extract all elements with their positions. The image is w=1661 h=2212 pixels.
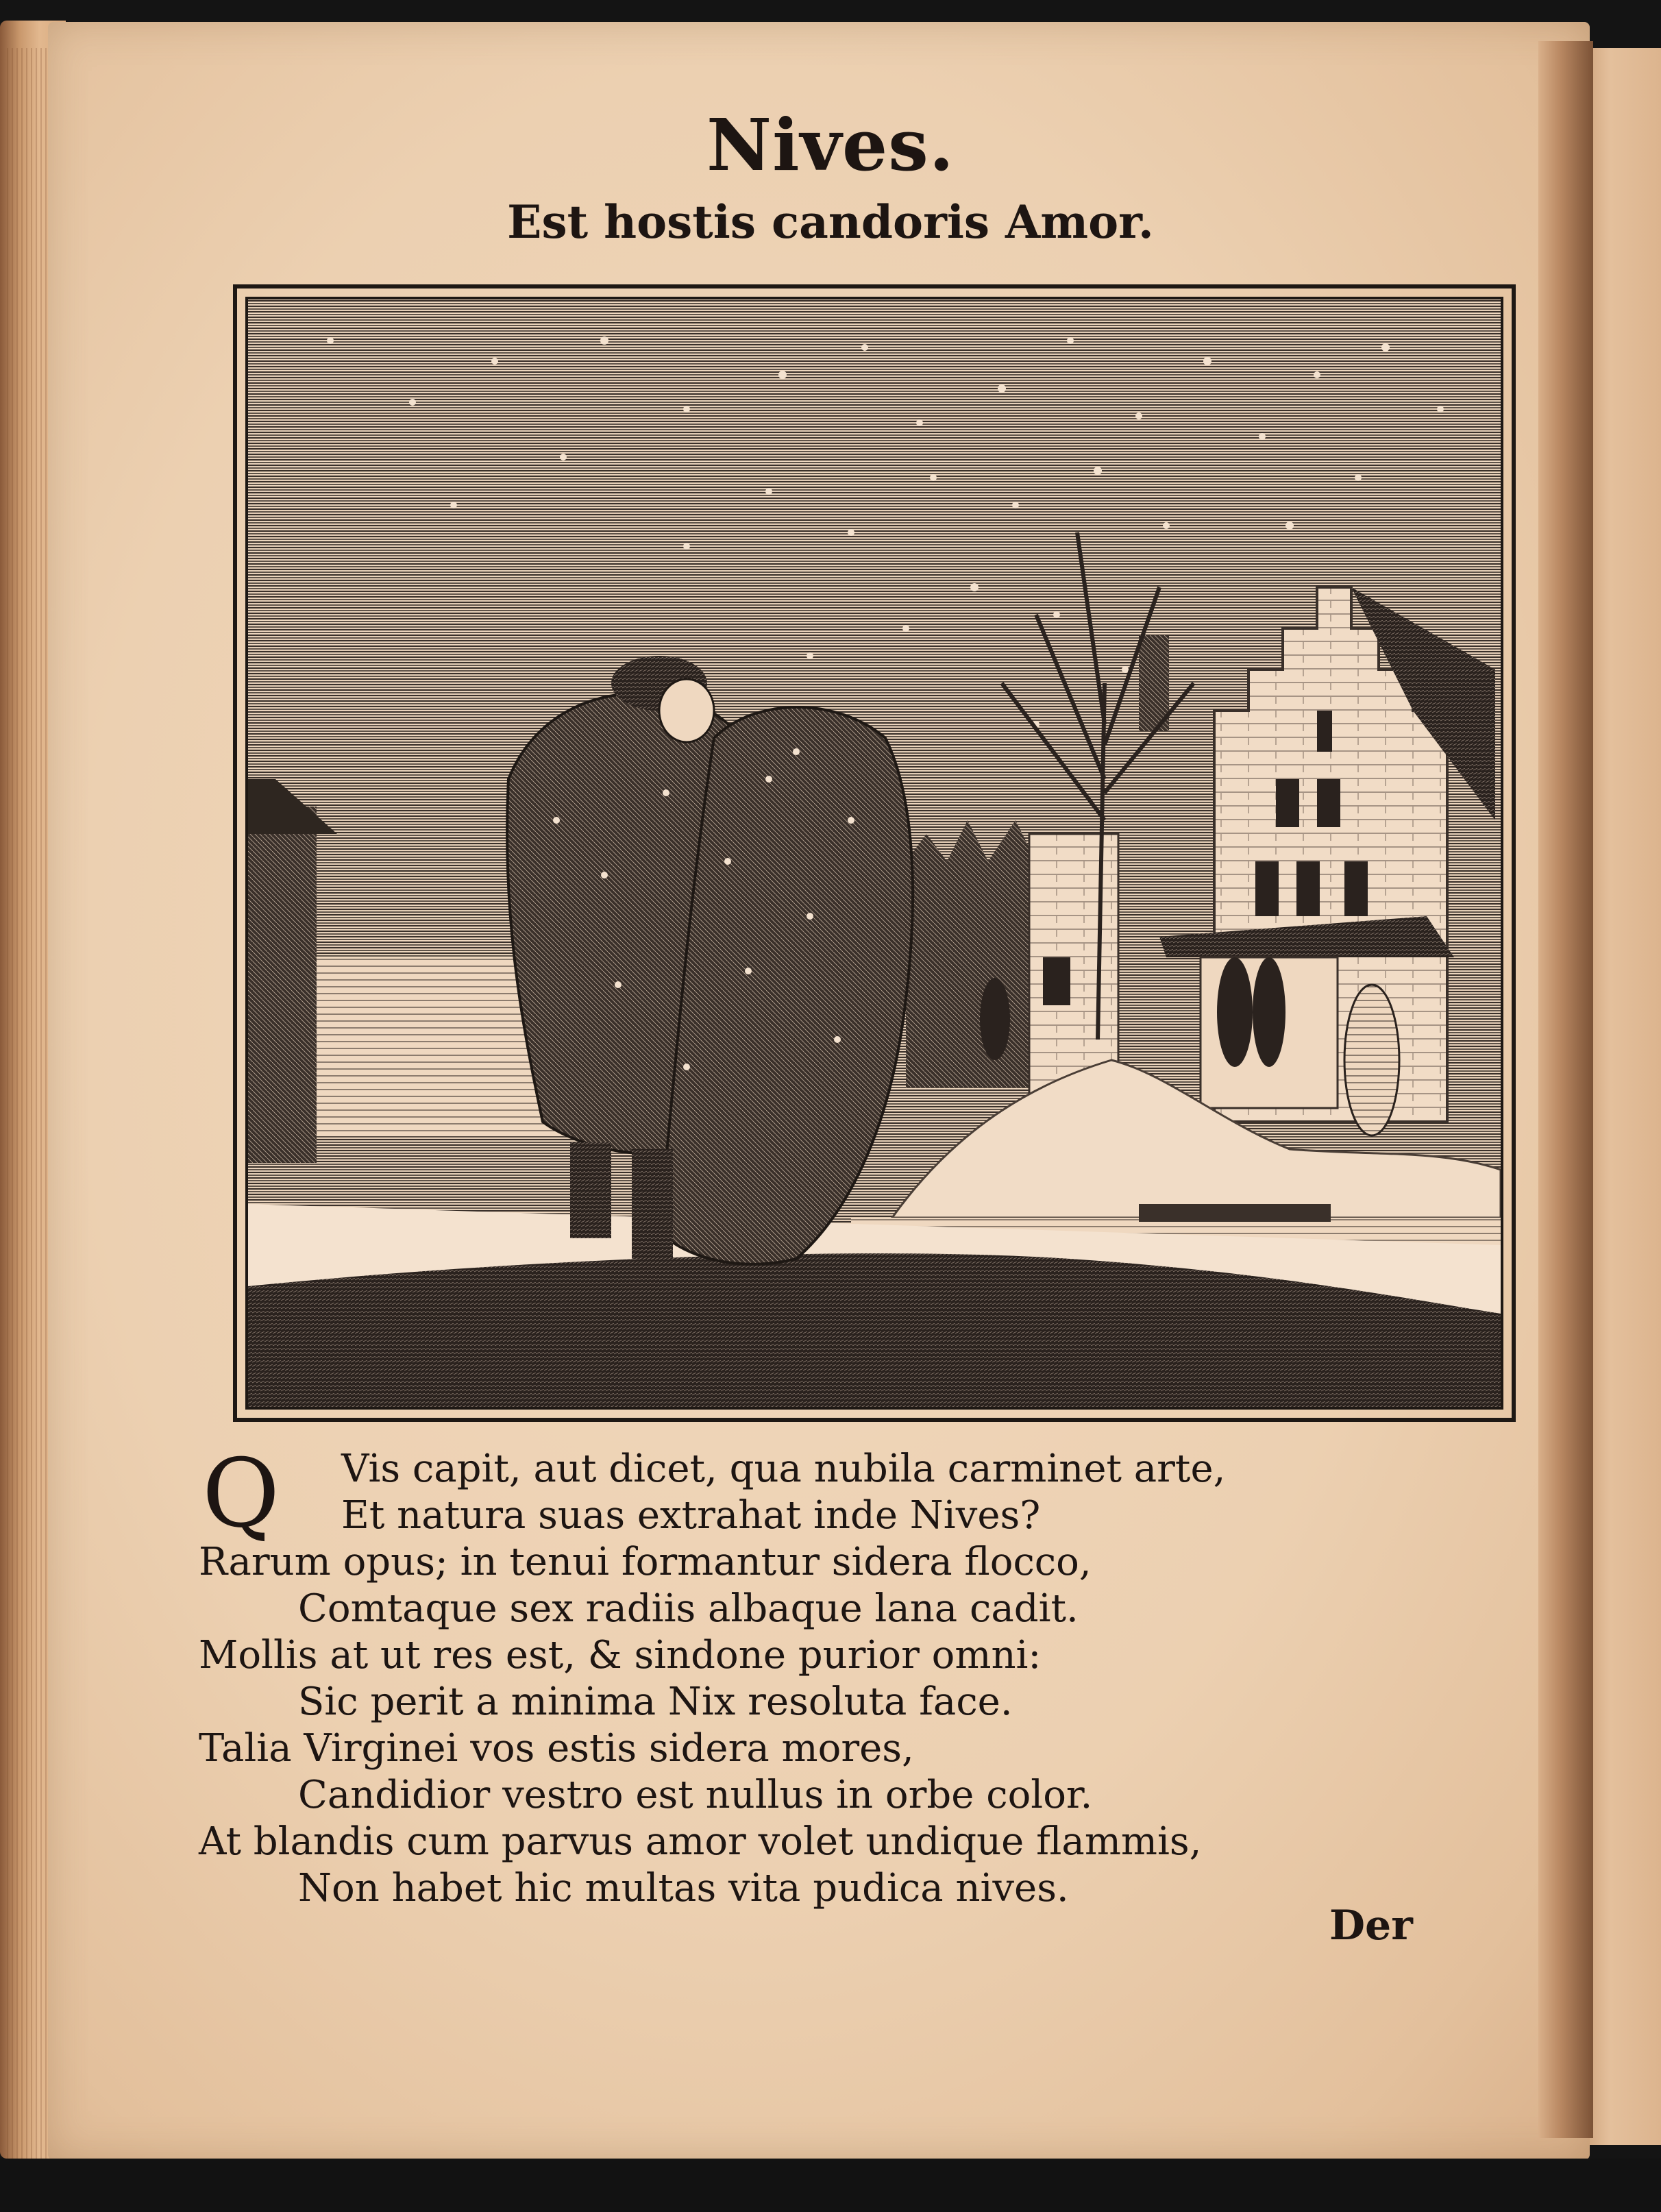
poem-line: Rarum opus; in tenui formantur sidera flocco, <box>199 1540 1092 1584</box>
poem-line: Vis capit, aut dicet, qua nubila carminet arte, <box>341 1447 1226 1491</box>
engraving-illustration <box>248 299 1501 1407</box>
drop-cap: Q <box>202 1438 280 1549</box>
catchword: Der <box>1329 1902 1413 1950</box>
scan-bottom-border <box>0 2159 1661 2212</box>
poem-line: Talia Virginei vos estis sidera mores, <box>199 1726 914 1771</box>
poem-line: Et natura suas extrahat inde Nives? <box>341 1493 1041 1538</box>
book-gutter <box>1538 41 1593 2138</box>
page-title: Nives. <box>706 103 955 187</box>
poem-line: At blandis cum parvus amor volet undique flammis, <box>199 1819 1202 1864</box>
poem-line: Sic perit a minima Nix resoluta face. <box>298 1680 1013 1724</box>
poem <box>199 1438 1398 1912</box>
poem-line: Mollis at ut res est, & sindone purior omni: <box>199 1633 1042 1678</box>
left-house <box>248 807 317 1163</box>
distant-houses <box>906 820 1118 1108</box>
poem-line: Candidior vestro est nullus in orbe color. <box>298 1773 1093 1817</box>
poem-line: Non habet hic multas vita pudica nives. <box>298 1866 1069 1910</box>
poem-line: Comtaque sex radiis albaque lana cadit. <box>298 1586 1079 1631</box>
bench <box>1139 1204 1331 1222</box>
engraving-plate <box>245 297 1503 1410</box>
page-motto: Est hostis candoris Amor. <box>507 195 1154 249</box>
